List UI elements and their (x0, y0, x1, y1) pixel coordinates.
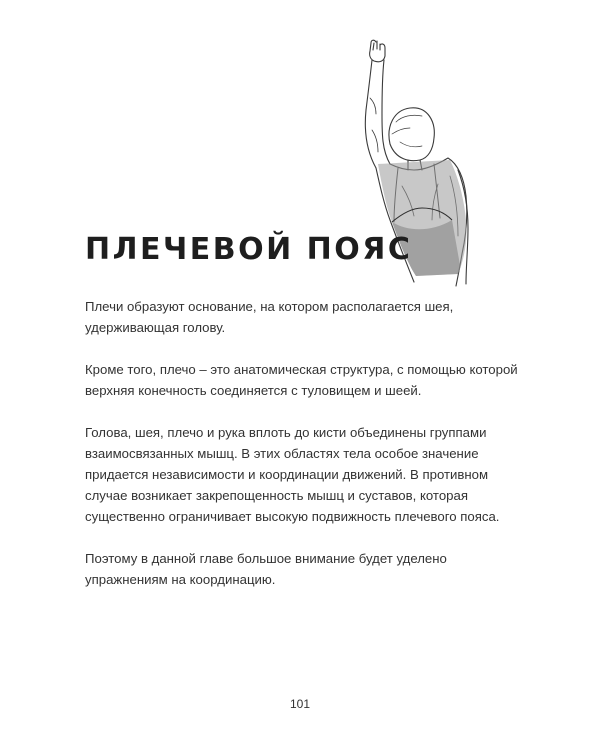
paragraph-3: Голова, шея, плечо и рука вплоть до кисти объединены группами взаимосвязанных мышц. В этих областях тела особое значение придается независимости и координации движений. В противном случае возникает закрепощенность мышц и суставов, которая существенно ограничивает высокую подвижность плечевого пояса. (85, 425, 500, 524)
body-text (85, 296, 525, 611)
chapter-title: ПЛЕЧЕВОЙ ПОЯС (85, 232, 413, 267)
paragraph-1: Плечи образуют основание, на котором располагается шея, удерживающая голову. (85, 299, 454, 335)
paragraph-4: Поэтому в данной главе большое внимание будет уделено упражнениям на координацию. (85, 551, 447, 587)
paragraph-2: Кроме того, плечо – это анатомическая структура, с помощью которой верхняя конечность соединяется с туловищем и шеей. (85, 362, 518, 398)
page-number: 101 (289, 697, 311, 711)
